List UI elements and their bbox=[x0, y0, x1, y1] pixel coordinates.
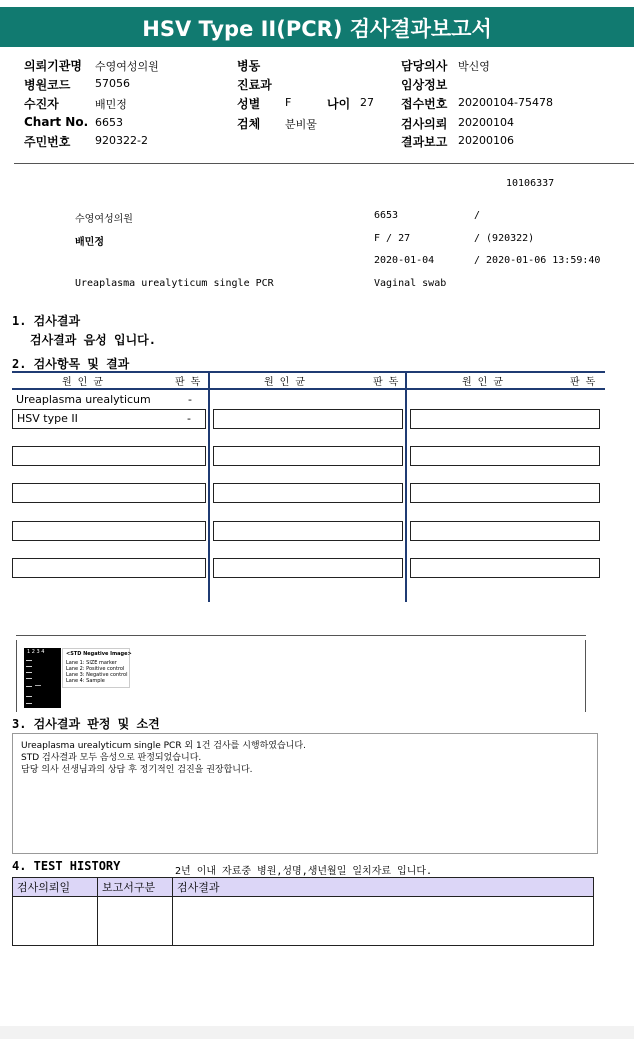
request-date-label: 검사의뢰 bbox=[401, 117, 448, 131]
summary-receipt-date: 2020-01-04 bbox=[374, 255, 435, 266]
empty-cell bbox=[12, 558, 206, 578]
patient-value: 배민정 bbox=[95, 98, 127, 111]
doctor-label: 담당의사 bbox=[401, 59, 448, 73]
gel-legend-item: Lane 4: Sample bbox=[66, 678, 105, 684]
marker-band bbox=[26, 660, 32, 661]
gel-legend-title: <STD Negative Image> bbox=[66, 651, 132, 657]
department-label: 진료과 bbox=[237, 78, 272, 92]
summary-birth: / (920322) bbox=[474, 233, 535, 244]
sex-value: F bbox=[285, 96, 292, 109]
chart-no-value: 6653 bbox=[95, 116, 123, 129]
col-judgment-header-1: 판 독 bbox=[175, 377, 201, 388]
opinion-line: Ureaplasma urealyticum single PCR 외 1건 검사를 시행하였습니다. bbox=[21, 741, 306, 751]
table-col-divider-1 bbox=[208, 371, 210, 602]
gel-legend-item: Lane 2: Positive control bbox=[66, 666, 125, 672]
ward-label: 병동 bbox=[237, 59, 261, 73]
gel-legend-item: Lane 3: Negative control bbox=[66, 672, 128, 678]
report-date-value: 20200106 bbox=[458, 134, 514, 147]
section3-title: 3. 검사결과 판정 및 소견 bbox=[12, 717, 160, 731]
age-value: 27 bbox=[360, 96, 374, 109]
history-col-request-date: 검사의뢰일 bbox=[13, 878, 98, 897]
report-title: HSV Type II(PCR) 검사결과보고서 bbox=[0, 7, 634, 47]
empty-cell bbox=[213, 446, 403, 466]
empty-cell bbox=[12, 446, 206, 466]
empty-cell bbox=[410, 446, 600, 466]
summary-test-name: Ureaplasma urealyticum single PCR bbox=[75, 278, 274, 289]
empty-cell bbox=[213, 409, 403, 429]
marker-band bbox=[26, 678, 32, 679]
section1-title: 1. 검사결과 bbox=[12, 314, 81, 328]
empty-cell bbox=[410, 483, 600, 503]
empty-cell bbox=[410, 521, 600, 541]
col-pathogen-header-3: 원 인 균 bbox=[462, 377, 504, 388]
table-row bbox=[12, 391, 206, 411]
marker-band bbox=[26, 696, 32, 697]
hospital-value: 수영여성의원 bbox=[95, 60, 159, 73]
history-col-report-type: 보고서구분 bbox=[98, 878, 173, 897]
col-pathogen-header-1: 원 인 균 bbox=[62, 377, 104, 388]
gel-lane-numbers: 1 2 3 4 bbox=[27, 649, 45, 655]
table-header-rule bbox=[12, 388, 605, 390]
marker-band bbox=[26, 703, 32, 704]
summary-hospital: 수영여성의원 bbox=[75, 214, 133, 225]
hospital-label: 의뢰기관명 bbox=[24, 59, 82, 73]
empty-cell bbox=[213, 521, 403, 541]
history-cell bbox=[173, 897, 594, 946]
pathogen-name: Ureaplasma urealyticum bbox=[16, 393, 151, 406]
gel-area-top-rule bbox=[16, 635, 586, 636]
empty-cell bbox=[410, 558, 600, 578]
table-row bbox=[12, 409, 206, 429]
col-pathogen-header-2: 원 인 균 bbox=[264, 377, 306, 388]
table-row bbox=[13, 897, 594, 946]
empty-cell bbox=[410, 409, 600, 429]
age-label: 나이 bbox=[327, 97, 351, 111]
pathogen-name: HSV type II bbox=[17, 412, 78, 425]
report-date-label: 결과보고 bbox=[401, 135, 448, 149]
history-col-result: 검사결과 bbox=[173, 878, 594, 897]
pathogen-result: - bbox=[188, 393, 192, 406]
opinion-box bbox=[12, 733, 598, 854]
specimen-label: 검체 bbox=[237, 117, 261, 131]
section4-title: 4. TEST HISTORY bbox=[12, 859, 121, 873]
history-table bbox=[12, 877, 594, 946]
clinical-info-label: 임상정보 bbox=[401, 78, 448, 92]
empty-cell bbox=[213, 558, 403, 578]
empty-cell bbox=[12, 521, 206, 541]
patient-label: 수진자 bbox=[24, 97, 59, 111]
section4-note: 2년 이내 자료중 병원,성명,생년월일 일치자료 입니다. bbox=[175, 866, 433, 877]
empty-cell bbox=[12, 483, 206, 503]
resident-no-value: 920322-2 bbox=[95, 134, 148, 147]
empty-cell bbox=[213, 483, 403, 503]
marker-band bbox=[26, 672, 32, 673]
pathogen-result: - bbox=[187, 412, 191, 425]
header-divider bbox=[14, 163, 634, 164]
specimen-value: 분비물 bbox=[285, 118, 317, 131]
sex-label: 성별 bbox=[237, 97, 261, 111]
history-cell bbox=[98, 897, 173, 946]
request-date-value: 20200104 bbox=[458, 116, 514, 129]
col-judgment-header-2: 판 독 bbox=[373, 377, 399, 388]
chart-no-label: Chart No. bbox=[24, 115, 89, 129]
gel-image bbox=[24, 648, 61, 708]
section1-result: 검사결과 음성 입니다. bbox=[30, 333, 157, 347]
summary-chart: 6653 bbox=[374, 210, 399, 221]
table-col-divider-2 bbox=[405, 371, 407, 602]
marker-band bbox=[26, 666, 32, 667]
hospital-code-label: 병원코드 bbox=[24, 78, 71, 92]
opinion-line: 담당 의사 선생님과의 상담 후 정기적인 검진을 권장합니다. bbox=[21, 765, 253, 775]
report-code: 10106337 bbox=[506, 178, 555, 189]
section2-title: 2. 검사항목 및 결과 bbox=[12, 357, 130, 371]
doctor-value: 박신영 bbox=[458, 60, 490, 73]
gel-legend-item: Lane 1: SIZE marker bbox=[66, 660, 117, 666]
summary-name: 배민정 bbox=[75, 237, 104, 248]
hospital-code-value: 57056 bbox=[95, 77, 130, 90]
summary-slash: / bbox=[474, 210, 481, 221]
opinion-line: STD 검사결과 모두 음성으로 판정되었습니다. bbox=[21, 753, 202, 763]
summary-sex-age: F / 27 bbox=[374, 233, 411, 244]
marker-band bbox=[26, 686, 32, 687]
gel-legend bbox=[62, 648, 130, 688]
receipt-no-value: 20200104-75478 bbox=[458, 96, 553, 109]
history-cell bbox=[13, 897, 98, 946]
col-judgment-header-3: 판 독 bbox=[570, 377, 596, 388]
summary-specimen: Vaginal swab bbox=[374, 278, 447, 289]
positive-control-band bbox=[35, 685, 41, 686]
resident-no-label: 주민번호 bbox=[24, 135, 71, 149]
summary-report-datetime: / 2020-01-06 13:59:40 bbox=[474, 255, 601, 266]
receipt-no-label: 접수번호 bbox=[401, 97, 448, 111]
